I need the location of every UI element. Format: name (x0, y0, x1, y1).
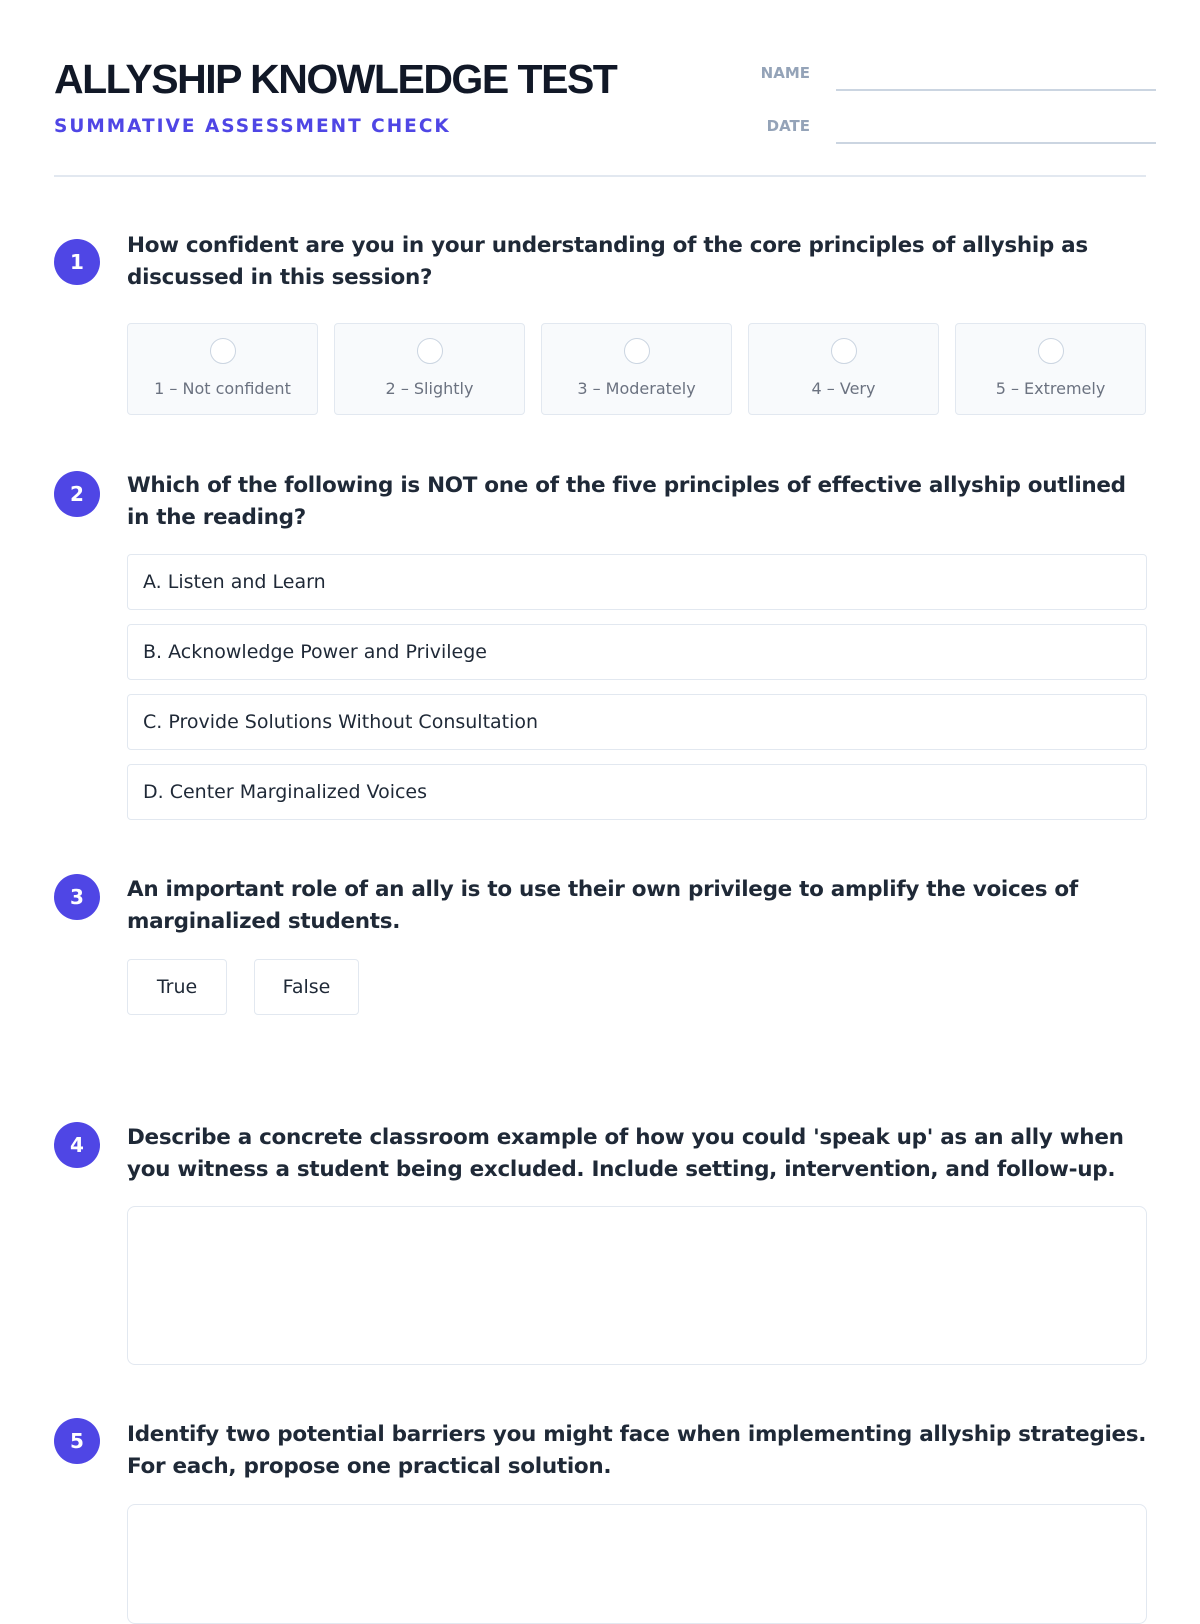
choice-option-d[interactable]: D. Center Marginalized Voices (127, 764, 1147, 820)
false-button[interactable]: False (254, 959, 359, 1015)
question-3-text: An important role of an ally is to use their own privilege to amplify the voices of marginalized students. (127, 877, 1078, 934)
name-label: NAME (760, 64, 810, 82)
scale-option-label: 3 – Moderately (577, 379, 696, 398)
page-title: ALLYSHIP KNOWLEDGE TEST (54, 56, 617, 102)
question-4-text: Describe a concrete classroom example of how you could 'speak up' as an ally when you witness a student being excluded. Include setting, intervention, and follow-up. (127, 1125, 1124, 1182)
question-4-number-badge: 4 (54, 1122, 100, 1168)
header-divider (54, 175, 1146, 177)
choice-option-c[interactable]: C. Provide Solutions Without Consultation (127, 694, 1147, 750)
true-button[interactable]: True (127, 959, 227, 1015)
scale-option-4[interactable] (748, 323, 939, 415)
name-field[interactable] (836, 89, 1156, 91)
question-2-number-badge: 2 (54, 471, 100, 517)
date-label: DATE (766, 117, 810, 135)
scale-option-2[interactable] (334, 323, 525, 415)
radio-circle-icon[interactable] (1038, 338, 1064, 364)
radio-circle-icon[interactable] (831, 338, 857, 364)
scale-option-3[interactable] (541, 323, 732, 415)
page-subtitle: SUMMATIVE ASSESSMENT CHECK (54, 116, 451, 137)
scale-option-label: 1 – Not confident (154, 379, 291, 398)
scale-option-label: 4 – Very (811, 379, 876, 398)
date-field[interactable] (836, 142, 1156, 144)
scale-option-label: 5 – Extremely (995, 379, 1106, 398)
question-3-number-badge: 3 (54, 874, 100, 920)
question-4-answer-box[interactable] (127, 1206, 1147, 1365)
question-5-text: Identify two potential barriers you might face when implementing allyship strategies. For each, propose one practical solution. (127, 1422, 1147, 1479)
choice-option-a[interactable]: A. Listen and Learn (127, 554, 1147, 610)
question-1-text: How confident are you in your understanding of the core principles of allyship as discussed in this session? (127, 233, 1088, 290)
scale-option-label: 2 – Slightly (385, 379, 474, 398)
scale-option-5[interactable] (955, 323, 1146, 415)
question-5-number-badge: 5 (54, 1418, 100, 1464)
question-2-text: Which of the following is NOT one of the five principles of effective allyship outlined in the reading? (127, 473, 1126, 530)
question-5-answer-box[interactable] (127, 1504, 1147, 1624)
radio-circle-icon[interactable] (624, 338, 650, 364)
radio-circle-icon[interactable] (417, 338, 443, 364)
question-1-number-badge: 1 (54, 239, 100, 285)
choice-option-b[interactable]: B. Acknowledge Power and Privilege (127, 624, 1147, 680)
radio-circle-icon[interactable] (210, 338, 236, 364)
scale-option-1[interactable] (127, 323, 318, 415)
confidence-scale (127, 323, 1147, 417)
page-header (54, 56, 1146, 176)
